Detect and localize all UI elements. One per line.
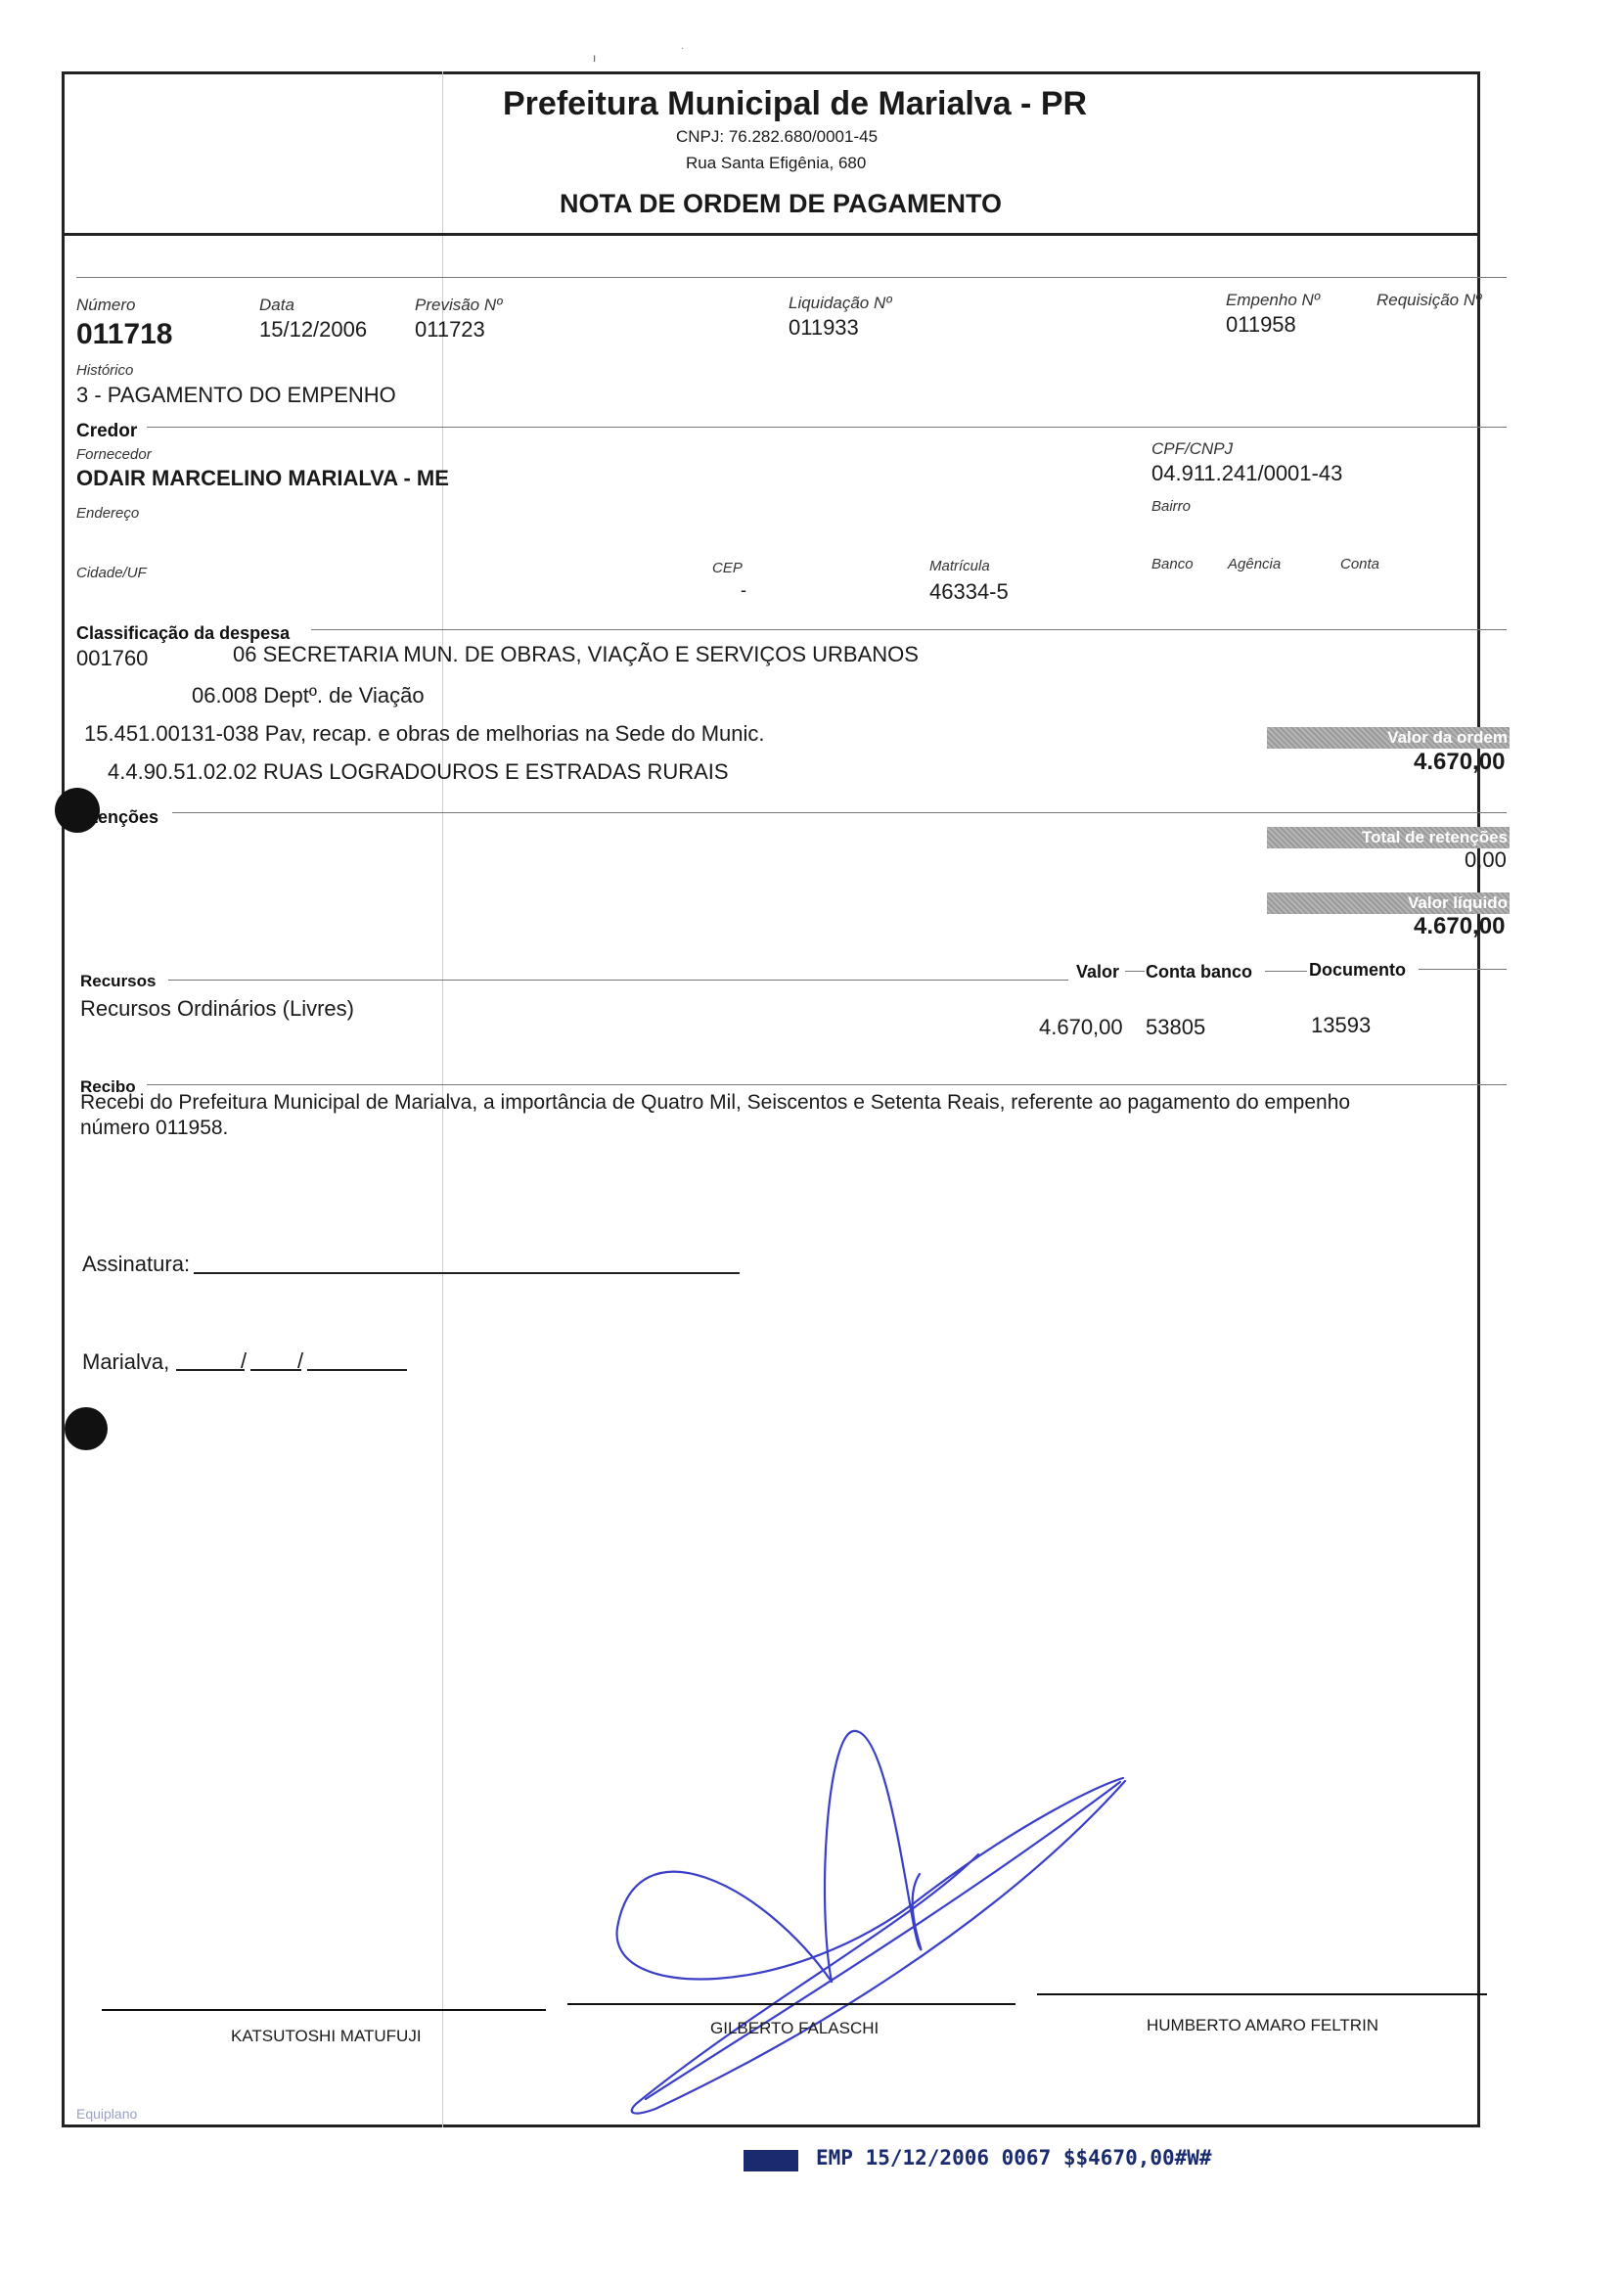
- valor-ordem-value: 4.670,00: [1414, 749, 1506, 775]
- cpf-value: 04.911.241/0001-43: [1151, 461, 1343, 485]
- fornecedor-label: Fornecedor: [76, 446, 152, 463]
- agencia-label: Agência: [1228, 556, 1282, 572]
- top-rule: [76, 277, 1507, 278]
- credor-rule: [147, 427, 1507, 428]
- total-retencoes-value: 0,00: [1465, 847, 1507, 872]
- stamp-mark: [744, 2150, 798, 2171]
- recibo-text-line2: número 011958.: [80, 1117, 229, 1139]
- document-title: NOTA DE ORDEM DE PAGAMENTO: [560, 189, 1003, 218]
- banco-label: Banco: [1151, 556, 1194, 572]
- historico-label: Histórico: [76, 362, 134, 379]
- previsao-value: 011723: [415, 317, 485, 342]
- requisicao-label: Requisição Nº: [1376, 291, 1482, 309]
- recursos-descricao: Recursos Ordinários (Livres): [80, 996, 354, 1021]
- signature-line: [102, 2009, 546, 2011]
- retencoes-rule: [172, 812, 1507, 813]
- scan-mark: ı: [593, 51, 597, 65]
- previsao-label: Previsão Nº: [415, 296, 503, 314]
- classificacao-code: 001760: [76, 646, 149, 670]
- header-cnpj: CNPJ: 76.282.680/0001-45: [676, 127, 879, 146]
- endereco-label: Endereço: [76, 505, 140, 522]
- cep-label: CEP: [712, 560, 743, 576]
- historico-value: 3 - PAGAMENTO DO EMPENHO: [76, 383, 396, 407]
- data-value: 15/12/2006: [259, 317, 368, 342]
- header-divider: [62, 233, 1480, 236]
- data-label: Data: [259, 296, 294, 314]
- cep-value: -: [741, 580, 746, 600]
- total-retencoes-label: Total de retenções: [1267, 827, 1510, 848]
- cpf-label: CPF/CNPJ: [1151, 439, 1234, 458]
- recursos-valor-header: Valor: [1076, 962, 1120, 982]
- local-label: Marialva,: [82, 1349, 170, 1374]
- liquidacao-label: Liquidação Nº: [789, 294, 892, 312]
- recibo-rule: [147, 1084, 1507, 1085]
- classificacao-line3: 15.451.00131-038 Pav, recap. e obras de melhorias na Sede do Munic.: [84, 721, 765, 746]
- recursos-valor: 4.670,00: [1039, 1015, 1123, 1039]
- signatory-name: KATSUTOSHI MATUFUJI: [231, 2027, 422, 2045]
- assinatura-label: Assinatura:: [82, 1252, 191, 1276]
- liquidacao-value: 011933: [789, 315, 859, 340]
- recibo-text-line1: Recebi do Prefeitura Municipal de Marialva, a importância de Quatro Mil, Seiscentos e Setenta Reais, referente ao pagamento do empenho: [80, 1091, 1351, 1114]
- classificacao-line4: 4.4.90.51.02.02 RUAS LOGRADOUROS E ESTRADAS RURAIS: [108, 759, 729, 784]
- recursos-rule: [1265, 971, 1307, 972]
- assinatura-line: [194, 1272, 740, 1274]
- matricula-label: Matrícula: [929, 558, 990, 574]
- stamp-text: EMP 15/12/2006 0067 $$4670,00#W#: [816, 2146, 1212, 2170]
- signature-line: [1037, 1993, 1487, 1995]
- header-title: Prefeitura Municipal de Marialva - PR: [503, 85, 1088, 122]
- date-month-line: [250, 1369, 301, 1371]
- recursos-rule: [168, 980, 1068, 981]
- fornecedor-value: ODAIR MARCELINO MARIALVA - ME: [76, 466, 449, 490]
- recursos-section-title: Recursos: [80, 972, 157, 990]
- numero-label: Número: [76, 296, 136, 314]
- conta-label: Conta: [1340, 556, 1380, 572]
- scan-mark: ·: [681, 43, 685, 54]
- recursos-documento: 13593: [1311, 1013, 1372, 1037]
- retencoes-section-title: etenções: [82, 807, 159, 827]
- matricula-value: 46334-5: [929, 579, 1009, 604]
- classificacao-rule: [311, 629, 1507, 630]
- recursos-rule: [1419, 969, 1507, 970]
- empenho-value: 011958: [1226, 312, 1296, 337]
- recursos-rule: [1125, 971, 1145, 972]
- classificacao-section-title: Classificação da despesa: [76, 623, 291, 643]
- signature-line: [567, 2003, 1015, 2005]
- date-separator: /: [241, 1348, 248, 1373]
- header-address: Rua Santa Efigênia, 680: [686, 154, 867, 172]
- numero-value: 011718: [76, 318, 173, 350]
- signatory-name: GILBERTO FALASCHI: [710, 2019, 880, 2037]
- credor-section-title: Credor: [76, 421, 138, 441]
- valor-liquido-value: 4.670,00: [1414, 913, 1506, 939]
- punch-hole: [65, 1407, 108, 1450]
- recursos-conta: 53805: [1146, 1015, 1206, 1039]
- signatory-name: HUMBERTO AMARO FELTRIN: [1147, 2016, 1379, 2034]
- recibo-section-title: Recibo: [80, 1077, 136, 1096]
- classificacao-line2: 06.008 Deptº. de Viação: [192, 683, 425, 708]
- recursos-documento-header: Documento: [1309, 960, 1406, 980]
- handwritten-signature: [607, 1717, 1154, 2128]
- cidade-label: Cidade/UF: [76, 565, 147, 581]
- empenho-label: Empenho Nº: [1226, 291, 1320, 309]
- bairro-label: Bairro: [1151, 498, 1192, 515]
- date-day-line: [176, 1369, 245, 1371]
- date-separator: /: [297, 1348, 304, 1373]
- classificacao-line1: 06 SECRETARIA MUN. DE OBRAS, VIAÇÃO E SERVIÇOS URBANOS: [233, 642, 919, 666]
- date-year-line: [307, 1369, 407, 1371]
- software-tag: Equiplano: [76, 2106, 138, 2122]
- valor-ordem-label: Valor da ordem: [1267, 727, 1510, 749]
- recursos-conta-header: Conta banco: [1146, 962, 1253, 982]
- valor-liquido-label: Valor líquido: [1267, 892, 1510, 914]
